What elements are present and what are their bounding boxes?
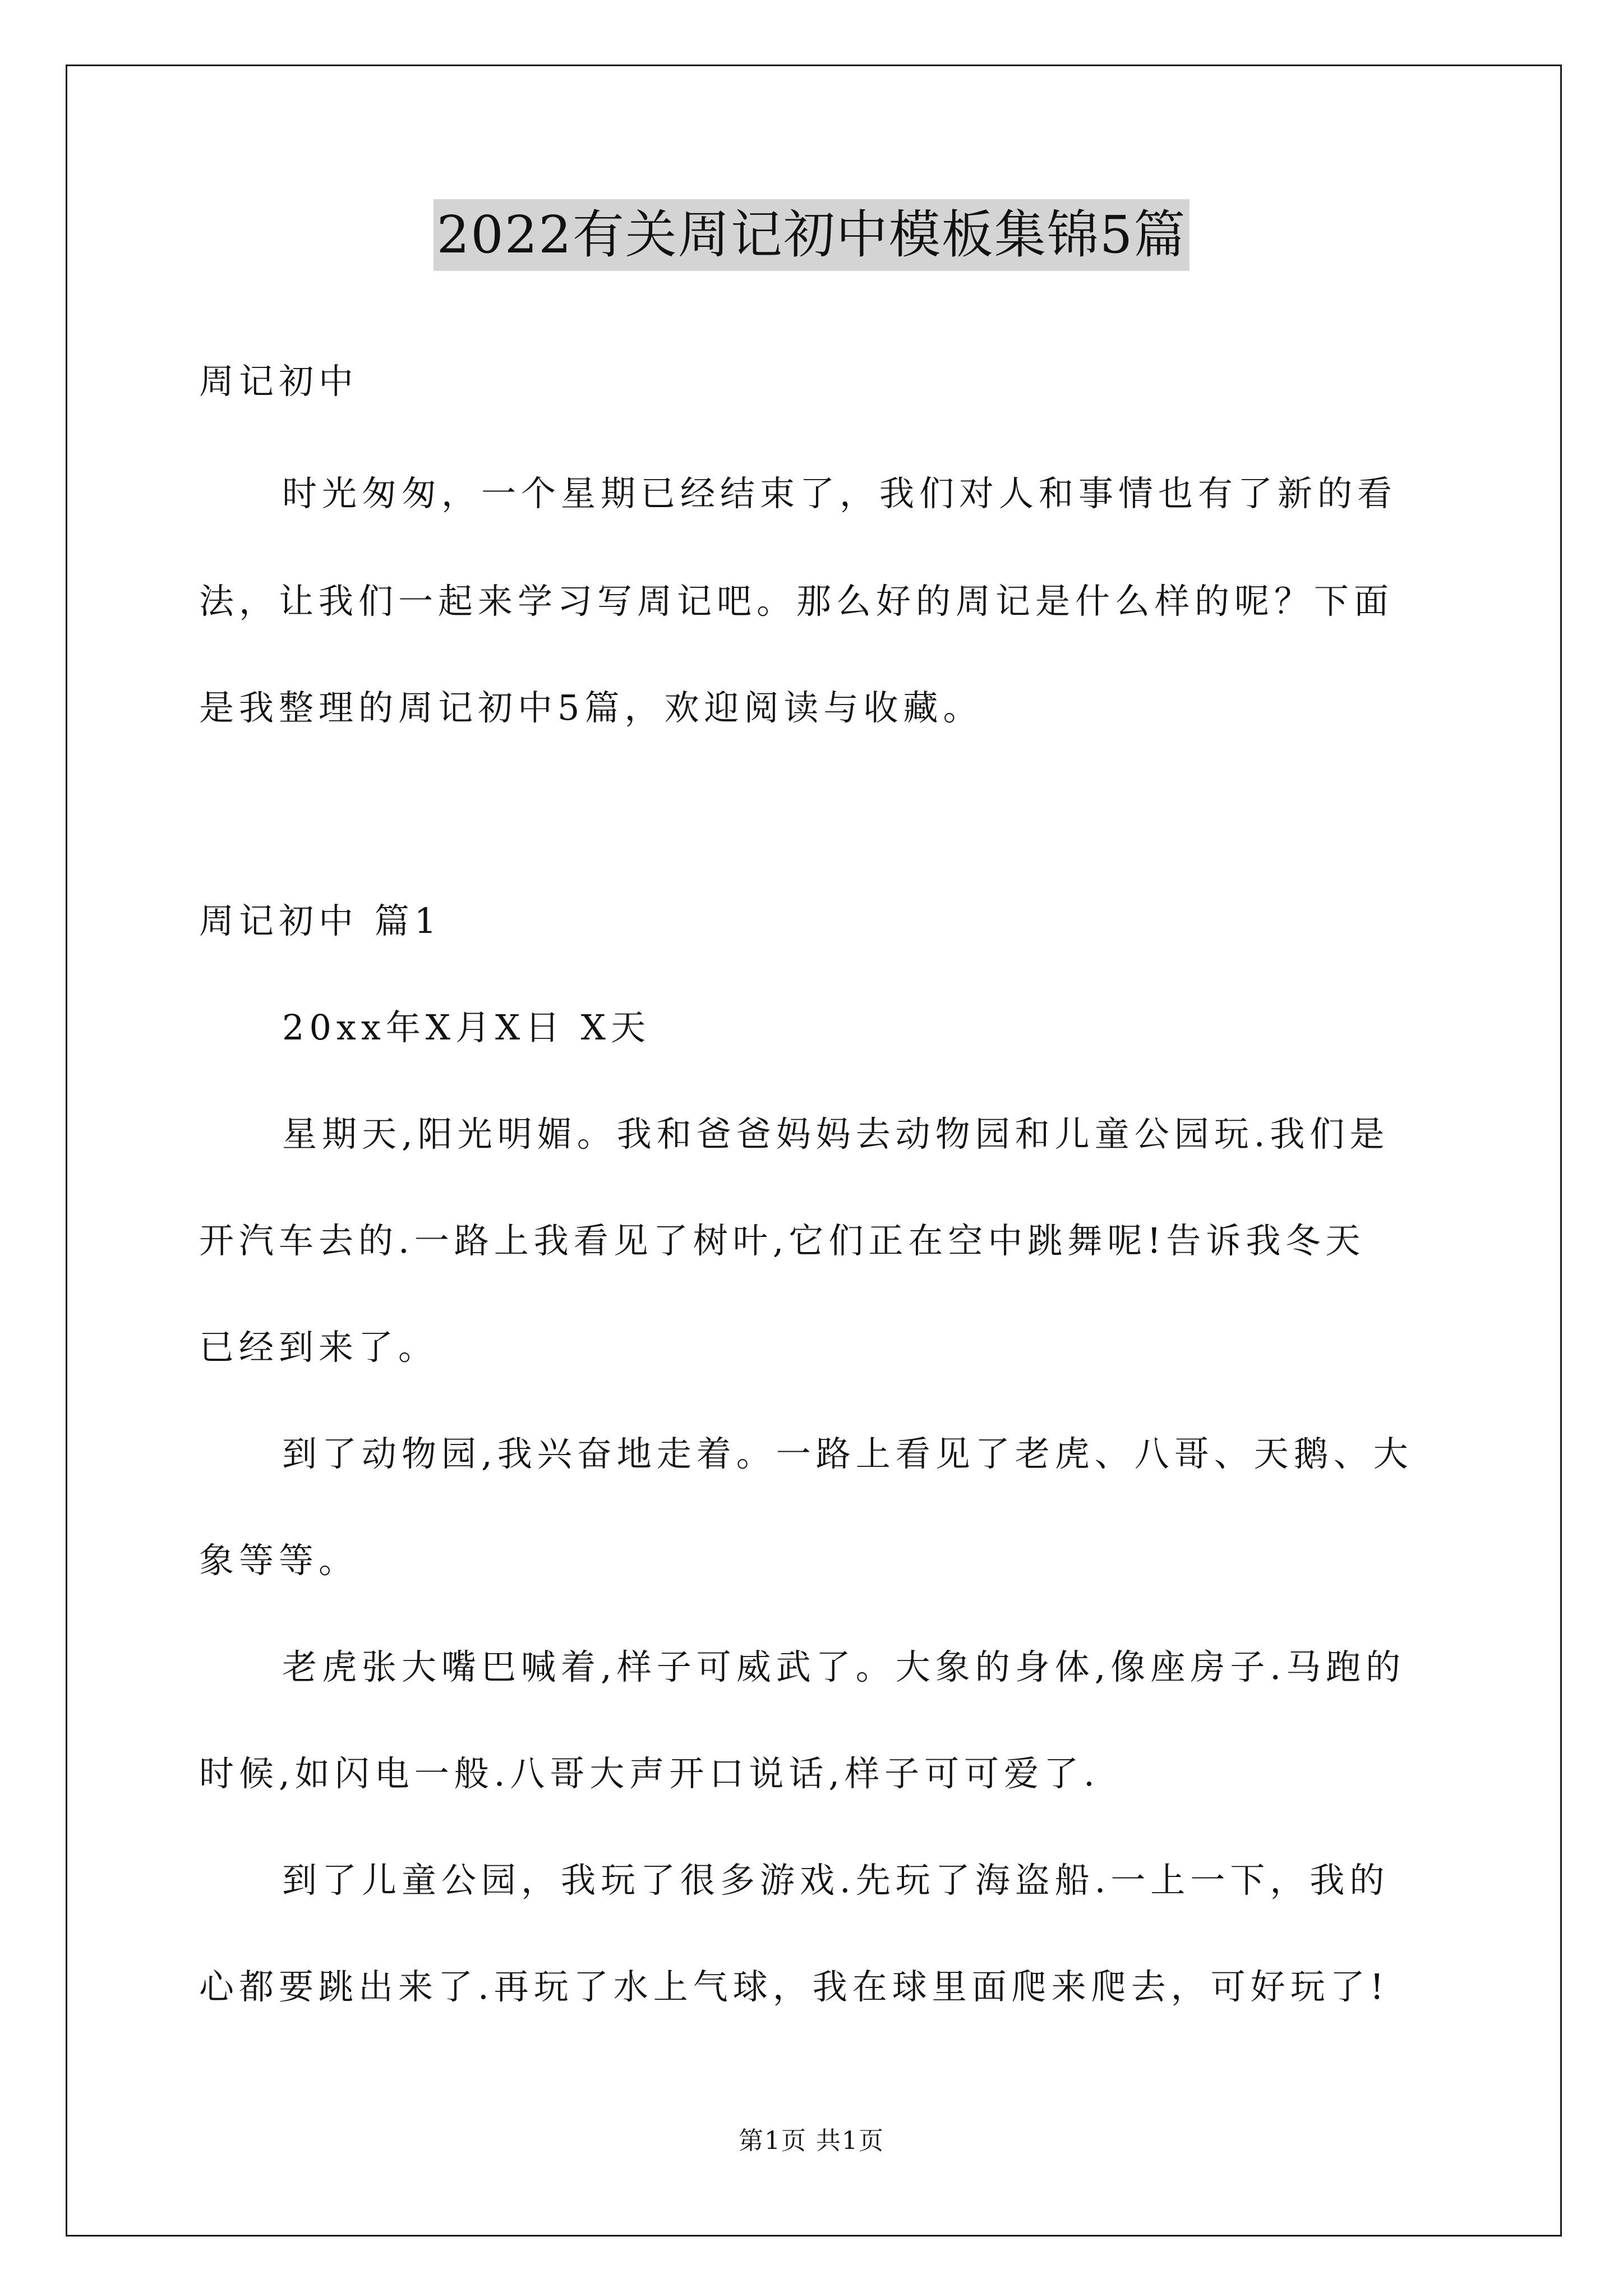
paragraph-line: 心都要跳出来了.再玩了水上气球，我在球里面爬来爬去，可好玩了! xyxy=(199,1966,1389,2007)
paragraph-line: 时候,如闪电一般.八哥大声开口说话,样子可可爱了. xyxy=(199,1753,1100,1794)
date-line: 20xx年X月X日 X天 xyxy=(282,1007,651,1048)
paragraph-line: 老虎张大嘴巴喊着,样子可威武了。大象的身体,像座房子.马跑的 xyxy=(282,1646,1406,1687)
document-title: 2022有关周记初中模板集锦5篇 xyxy=(434,199,1190,271)
paragraph-line: 到了动物园,我兴奋地走着。一路上看见了老虎、八哥、天鹅、大 xyxy=(282,1433,1413,1474)
section-heading: 周记初中 篇1 xyxy=(199,900,442,941)
paragraph-line: 开汽车去的.一路上我看见了树叶,它们正在空中跳舞呢!告诉我冬天 xyxy=(199,1220,1366,1261)
paragraph-line: 象等等。 xyxy=(199,1540,359,1581)
paragraph-line: 已经到来了。 xyxy=(199,1327,439,1368)
paragraph-line: 时光匆匆，一个星期已经结束了，我们对人和事情也有了新的看 xyxy=(282,473,1398,514)
paragraph-line: 到了儿童公园，我玩了很多游戏.先玩了海盗船.一上一下，我的 xyxy=(282,1860,1390,1901)
paragraph-line: 是我整理的周记初中5篇，欢迎阅读与收藏。 xyxy=(199,687,983,728)
page-footer: 第1页 共1页 xyxy=(739,2127,884,2155)
title-container xyxy=(0,199,1623,271)
section-heading: 周记初中 xyxy=(199,361,359,402)
paragraph-line: 法，让我们一起来学习写周记吧。那么好的周记是什么样的呢？下面 xyxy=(199,581,1394,622)
paragraph-line: 星期天,阳光明媚。我和爸爸妈妈去动物园和儿童公园玩.我们是 xyxy=(282,1114,1390,1154)
